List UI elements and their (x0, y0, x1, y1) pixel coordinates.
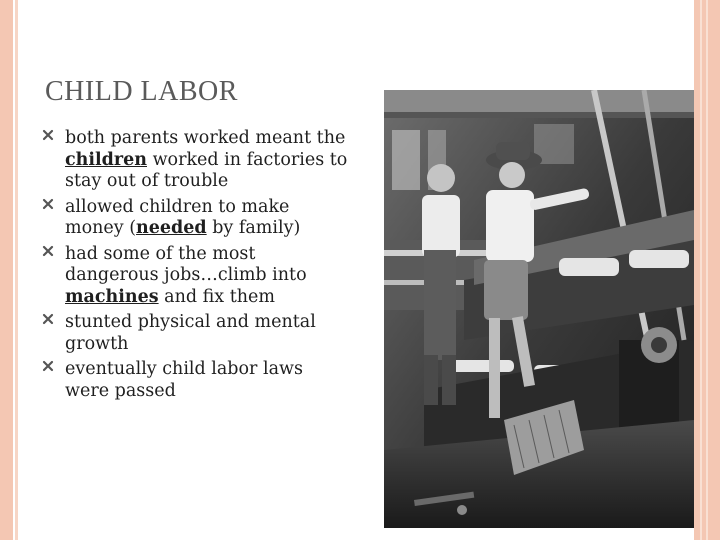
emphasized-term: children (65, 149, 147, 170)
bullet-item (42, 244, 352, 309)
bullet-text: had some of the most dangerous jobs…climb into (65, 243, 307, 285)
right-border-line (706, 0, 708, 540)
bullet-text: both parents worked meant the (65, 128, 346, 148)
bullet-list (42, 128, 352, 406)
bullet-text: stunted physical and mental growth (65, 312, 316, 354)
right-border-line (700, 0, 702, 540)
bullet-item (42, 359, 352, 402)
emphasized-term: machines (65, 286, 159, 307)
left-border-decoration (0, 0, 13, 540)
x-mark-icon (42, 313, 56, 327)
x-mark-icon (42, 245, 56, 259)
x-mark-icon (42, 129, 56, 143)
left-border-line (15, 0, 18, 540)
mill-photo (384, 90, 694, 528)
bullet-item (42, 197, 352, 240)
x-mark-icon (42, 198, 56, 212)
bullet-text: worked in factories to stay out of trouble (65, 149, 348, 191)
bullet-item (42, 312, 352, 355)
bullet-item (42, 128, 352, 193)
bullet-text: by family) (206, 218, 301, 238)
x-mark-icon (42, 360, 56, 374)
emphasized-term: needed (136, 218, 207, 238)
slide-title: CHILD LABOR (45, 76, 238, 107)
bullet-text: and fix them (158, 286, 275, 307)
bullet-text: allowed children to make money ( (65, 196, 290, 238)
bullet-text: eventually child labor laws were passed (65, 359, 303, 401)
